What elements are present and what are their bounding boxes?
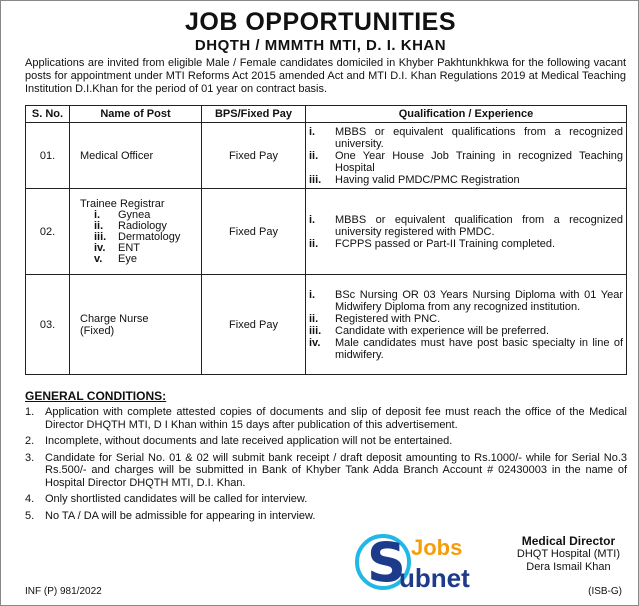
conditions-list [25, 406, 627, 526]
qualification-item: i. MBBS or equivalent qualification from a recognized university registered with PMDC. [309, 213, 623, 238]
specialty-item: iv. ENT [94, 242, 140, 254]
row-qualifications [306, 275, 627, 375]
specialty-item: v. Eye [94, 253, 137, 265]
row-sno: 03. [26, 275, 70, 375]
row-sno: 01. [26, 123, 70, 189]
table-header-row [26, 106, 627, 123]
row-sno: 02. [26, 189, 70, 275]
jobs-subnet-watermark-logo [353, 529, 483, 595]
row-pay: Fixed Pay [202, 275, 306, 375]
post-note: (Fixed) [80, 324, 115, 337]
logo-text-bottom: ubnet [399, 563, 470, 593]
table-row [26, 189, 627, 275]
intro-paragraph: Applications are invited from eligible Male / Female candidates domiciled in Khyber Pakhtunkhkwa for the following vacant posts for appointment under MTI Reforms Act 2015 amended Act and MTI D.I. Khan Regulations 2019 at Medical Teaching Institution D.I.Khan for the period of 01 year on contract basis. [25, 57, 626, 95]
row-post [70, 189, 202, 275]
specialty-list [80, 210, 198, 265]
signatory-line1: DHQT Hospital (MTI) [516, 548, 620, 560]
qualification-item: ii. Registered with PNC. [309, 312, 441, 325]
post-title: Charge Nurse [80, 312, 149, 325]
logo-letter-s: S [367, 531, 406, 594]
col-header-qualification: Qualification / Experience [306, 106, 627, 123]
qualification-item: iv. Male candidates must have post basic specialty in line of midwifery. [309, 336, 623, 361]
specialty-item: ii. Radiology [94, 220, 167, 232]
signatory-line2: Dera Ismail Khan [526, 561, 611, 573]
condition-item: 4. Only shortlisted candidates will be called for interview. [25, 493, 308, 505]
specialty-item: iii. Dermatology [94, 231, 181, 243]
posts-table [25, 105, 627, 375]
specialty-item: i. Gynea [94, 209, 151, 221]
row-post: Medical Officer [70, 123, 202, 189]
post-title: Trainee Registrar [80, 198, 165, 210]
table-row [26, 123, 627, 189]
table-row [26, 275, 627, 375]
signatory-role: Medical Director [521, 534, 616, 548]
ad-code: (ISB-G) [588, 586, 622, 597]
qualification-item: ii. One Year House Job Training in recognized Teaching Hospital [309, 149, 623, 174]
condition-item: 2. Incomplete, without documents and late received application will not be entertained. [25, 435, 453, 447]
col-header-post: Name of Post [70, 106, 202, 123]
col-header-sno: S. No. [26, 106, 70, 123]
reference-number: INF (P) 981/2022 [25, 586, 102, 597]
qualification-item: ii. FCPPS passed or Part-II Training completed. [309, 237, 556, 250]
col-header-pay: BPS/Fixed Pay [202, 106, 306, 123]
qualification-item: iii. Having valid PMDC/PMC Registration [309, 173, 520, 186]
row-post [70, 275, 202, 375]
qualification-item: i. BSc Nursing OR 03 Years Nursing Diploma with 01 Year Midwifery Diploma from any recognized institution. [309, 288, 623, 313]
row-pay: Fixed Pay [202, 123, 306, 189]
row-qualifications [306, 123, 627, 189]
row-pay: Fixed Pay [202, 189, 306, 275]
condition-item: 1. Application with complete attested copies of documents and slip of deposit fee must reach the office of the Medical Director DHQTH MTI, D I Khan within 15 days after publication of this advertisement. [25, 406, 627, 431]
ad-subtitle: DHQTH / MMMTH MTI, D. I. KHAN [194, 37, 447, 54]
condition-item: 3. Candidate for Serial No. 01 & 02 will submit bank receipt / draft deposit amounting to Rs.1000/- while for Serial No.3 Rs.500/- and charges will be submitted in Bank of Khyber Tank Adda Branch Account # 02430003 in the name of Hospital Director DHQTH MTI, D.I. Khan. [25, 451, 627, 489]
condition-item: 5. No TA / DA will be admissible for appearing in interview. [25, 509, 316, 522]
row-qualifications [306, 189, 627, 275]
general-conditions-heading: GENERAL CONDITIONS: [25, 389, 167, 403]
signature-block [517, 535, 620, 574]
logo-text-top: Jobs [411, 535, 463, 560]
ad-title: JOB OPPORTUNITIES [184, 8, 457, 36]
qualification-item: i. MBBS or equivalent qualifications from a recognized university. [309, 125, 623, 150]
qualification-item: iii. Candidate with experience will be preferred. [309, 324, 550, 337]
